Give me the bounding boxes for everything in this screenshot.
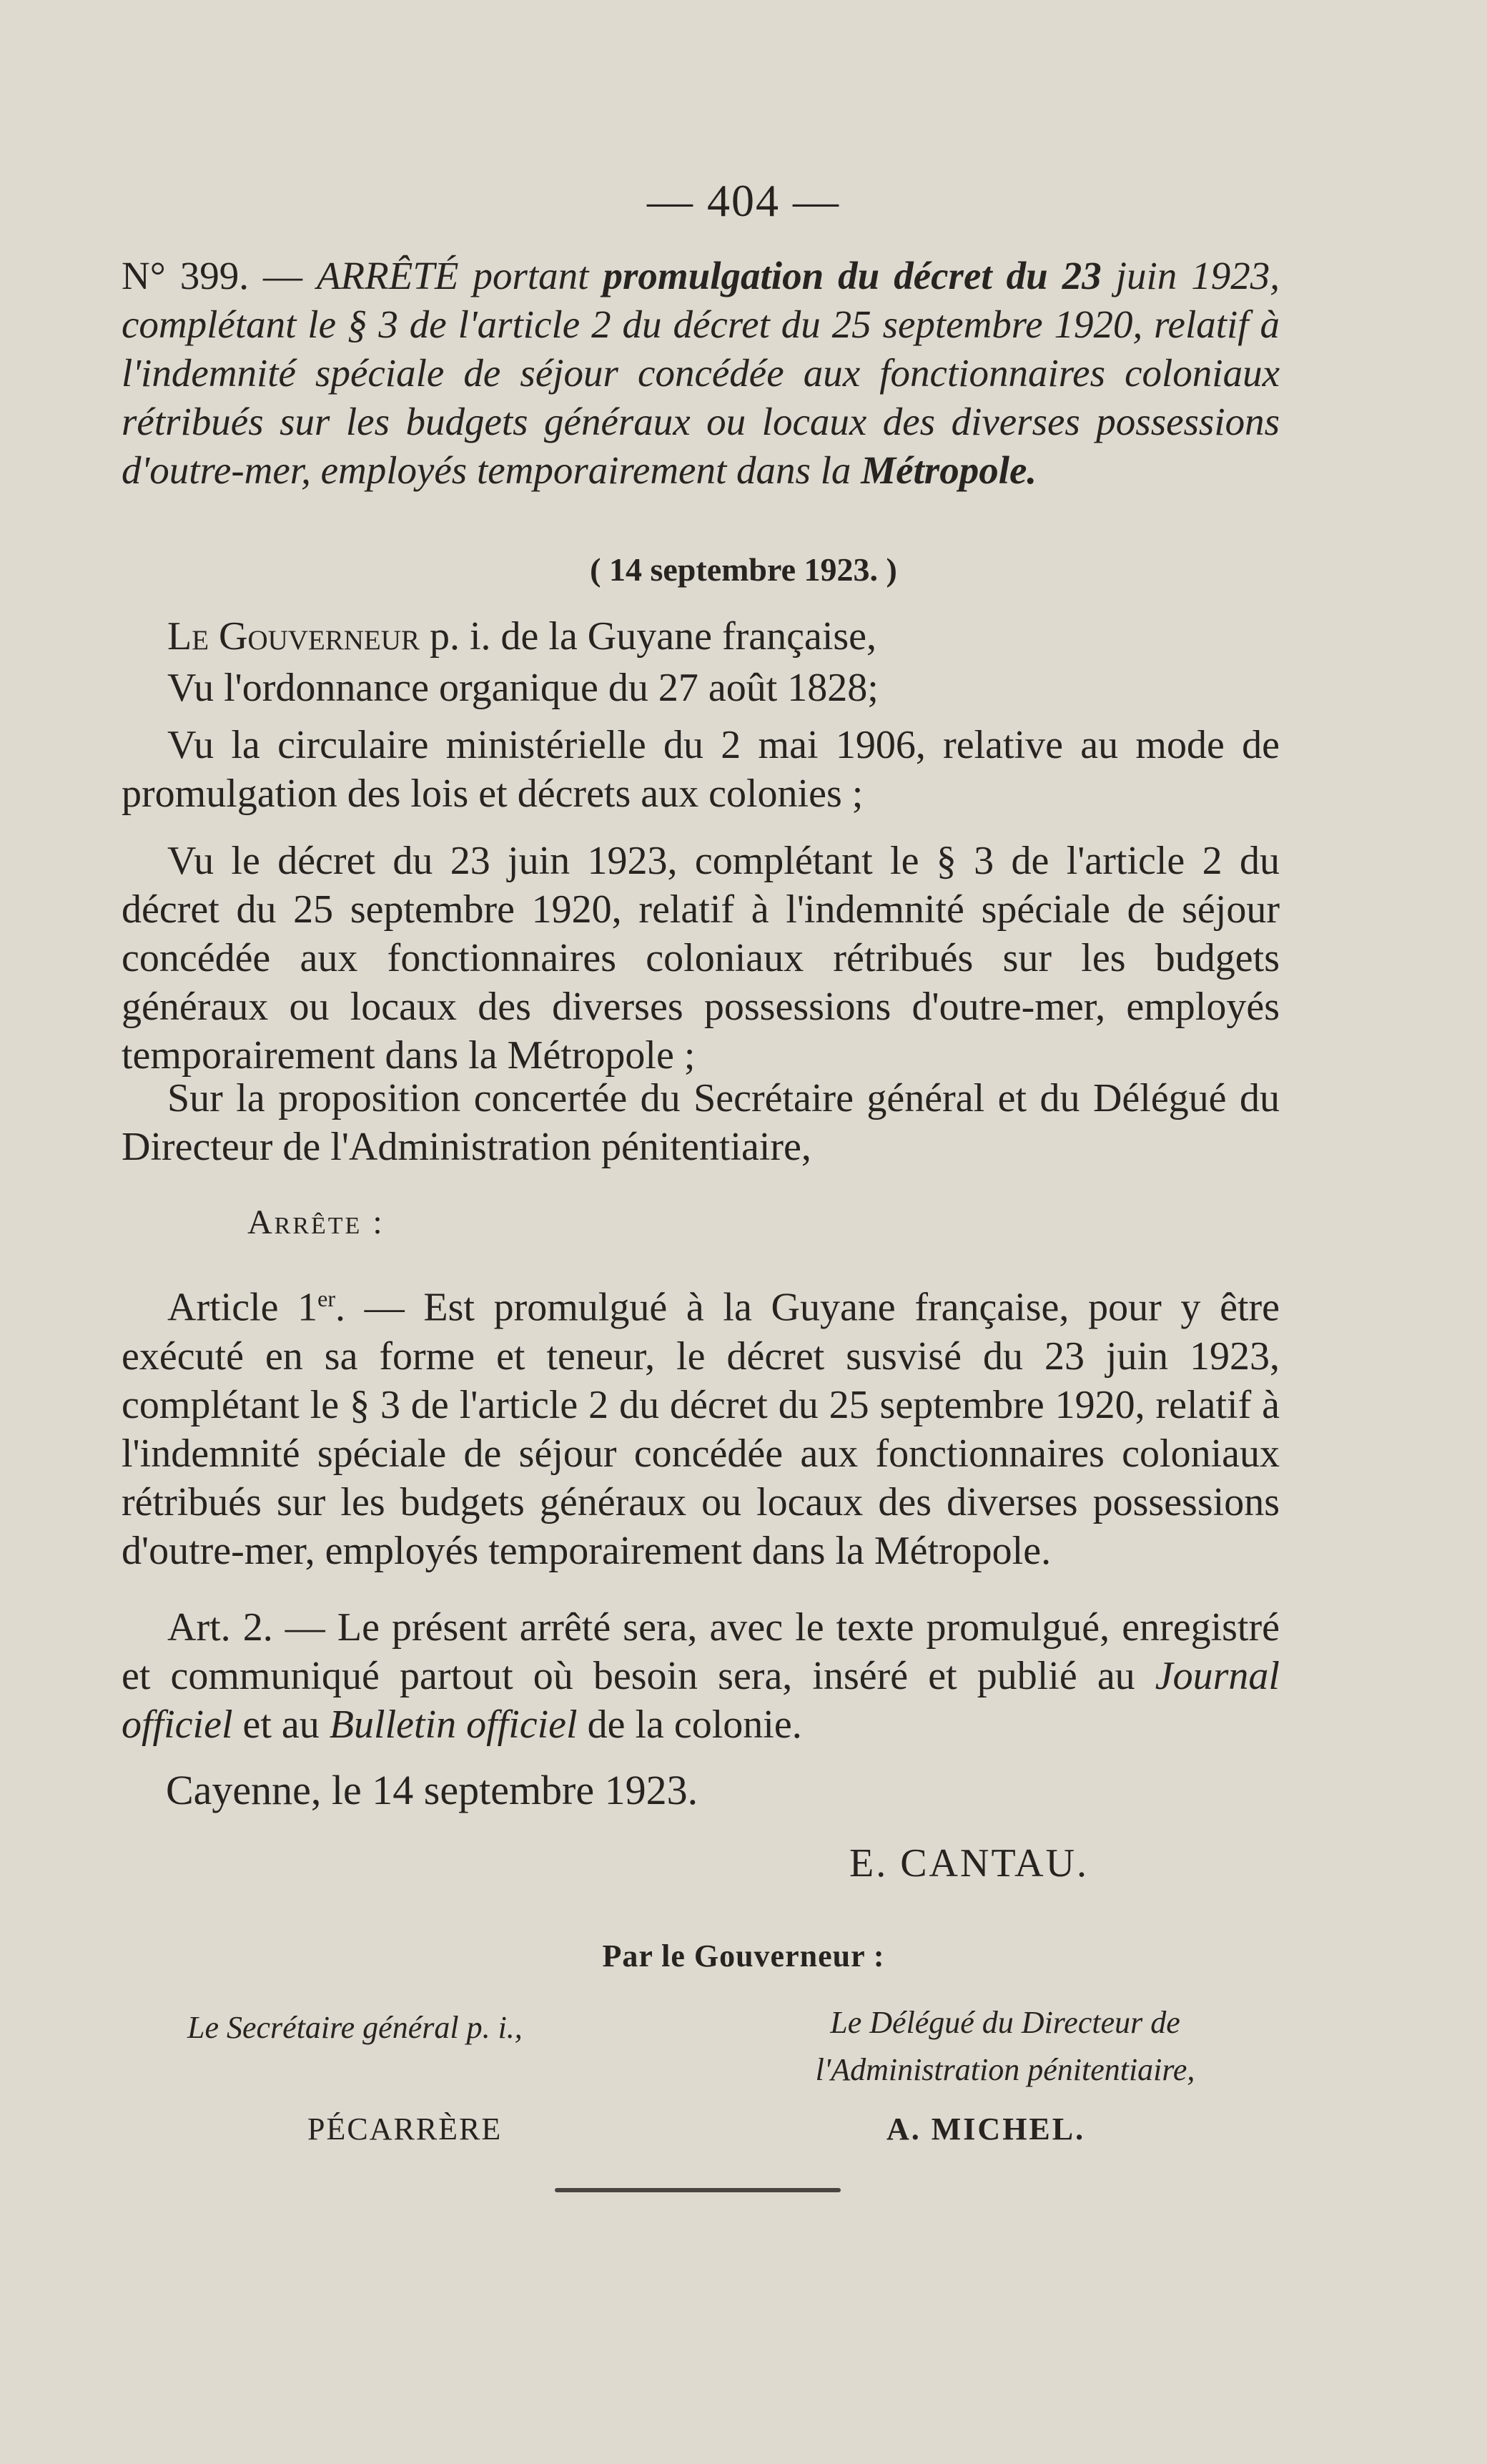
decree-number: N° 399. <box>122 254 249 297</box>
title-metropole: Métropole. <box>861 448 1037 492</box>
proposition <box>122 1074 1280 1171</box>
visa-text: Vu la circulaire ministérielle du 2 mai 1906, relative au mode de promulgation des lois et décrets aux colonies ; <box>122 723 1280 816</box>
title-promulgation: promulgation du décret du 23 <box>603 254 1102 297</box>
gouverneur-le: Le <box>167 614 209 659</box>
article-2-text1: Art. 2. — Le présent arrêté sera, avec le texte promulgué, enregistré et communiqué partout où besoin sera, inséré et publié au <box>122 1605 1280 1698</box>
gouverneur-line <box>122 612 1280 661</box>
visa-1 <box>122 664 1280 712</box>
page-number: — 404 — <box>647 175 840 226</box>
article-1 <box>122 1274 1280 1575</box>
title-dash: — <box>248 254 317 297</box>
place-date: Cayenne, le 14 septembre 1923. <box>166 1767 698 1813</box>
delegue-title <box>755 1999 1255 2094</box>
article-2-text3: de la colonie. <box>577 1702 802 1747</box>
decree-title <box>122 252 1280 495</box>
visa-3 <box>122 837 1280 1080</box>
article-2-text2: et au <box>232 1702 330 1747</box>
visa-text: Vu l'ordonnance organique du 27 août 1828; <box>167 666 879 710</box>
proposition-text: Sur la proposition concertée du Secrétaire général et du Délégué du Directeur de l'Administration pénitentiaire, <box>122 1076 1280 1169</box>
visa-2 <box>122 721 1280 818</box>
title-arrete: ARRÊTÉ <box>316 254 459 297</box>
article-2 <box>122 1603 1280 1749</box>
arrete-heading: Arrête : <box>247 1203 385 1241</box>
signer-left: PÉCARRÈRE <box>307 2111 503 2147</box>
decree-date: ( 14 septembre 1923. ) <box>590 551 897 588</box>
gouverneur-rest: p. i. de la Guyane française, <box>419 614 877 659</box>
closing-rule <box>555 2188 841 2192</box>
article-1-text: . — Est promulgué à la Guyane française, pour y être exécuté en sa forme et teneur, le décret susvisé du 23 juin 1923, complétant le § 3 de l'article 2 du décret du 25 septembre 1920, relatif à l'indemnité spéciale de séjour concédée aux fonctionnaires coloniaux rétribués sur les budgets généraux ou locaux des diverses possessions d'outre-mer, employés temporairement dans la Métropole. <box>122 1285 1280 1573</box>
signer-right: A. MICHEL. <box>886 2111 1086 2147</box>
delegue-line-2: l'Administration pénitentiaire, <box>815 2052 1195 2087</box>
gouverneur-title: Gouverneur <box>219 614 420 659</box>
par-le-gouverneur: Par le Gouverneur : <box>602 1938 885 1973</box>
secretaire-title: Le Secrétaire général p. i., <box>187 2010 523 2045</box>
journal-officiel: Journal officiel <box>122 1654 1280 1747</box>
article-1-label: Article 1 <box>167 1285 318 1330</box>
title-part1: portant <box>458 254 603 297</box>
bulletin-officiel: Bulletin officiel <box>329 1702 578 1747</box>
visa-text: Vu le décret du 23 juin 1923, complétant le § 3 de l'article 2 du décret du 25 septembre 1920, relatif à l'indemnité spéciale de séjour concédée aux fonctionnaires coloniaux rétribués sur les budgets généraux ou locaux des diverses possessions d'outre-mer, employés temporairement dans la Métropole ; <box>122 839 1280 1078</box>
delegue-line-1: Le Délégué du Directeur de <box>830 2005 1180 2040</box>
title-part2: juin 1923, complétant le § 3 de l'article 2 du décret du 25 septembre 1920, relatif à l'indemnité spéciale de séjour concédée aux fonctionnaires coloniaux rétribués sur les budgets généraux ou locaux des diverses possessions d'outre-mer, employés temporairement dans la <box>122 254 1280 492</box>
governor-signature: E. CANTAU. <box>849 1841 1090 1886</box>
article-1-sup: er <box>317 1286 336 1311</box>
